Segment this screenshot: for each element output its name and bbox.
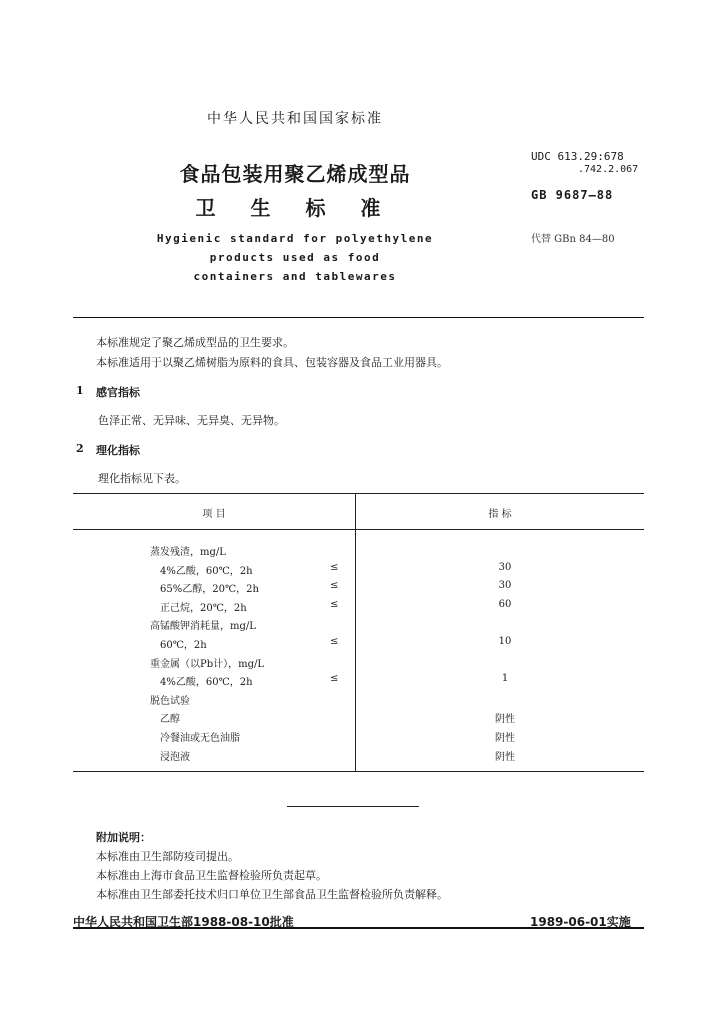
table-column-divider: [355, 493, 356, 771]
udc-code: UDC 613.29:678: [531, 150, 624, 163]
table-row-value: 1: [501, 673, 509, 684]
table-row-comparator: ≤: [330, 562, 339, 573]
replaces-standard: 代替 GBn 84—80: [531, 234, 615, 245]
table-row-value: 30: [498, 562, 512, 573]
section2-title: 理化指标: [96, 444, 140, 457]
table-row-value: 阴性: [495, 752, 515, 763]
english-title-line3: containers and tablewares: [193, 270, 397, 283]
notes-line2: 本标准由上海市食品卫生监督检验所负责起草。: [96, 869, 327, 882]
english-title-line1: Hygienic standard for polyethylene: [156, 232, 434, 245]
table-row-item: 冷餐油或无色油脂: [160, 733, 240, 744]
table-row-comparator: ≤: [330, 580, 339, 591]
document-title-line2: 卫 生 标 准: [195, 196, 395, 220]
table-header-index: 指 标: [488, 509, 512, 520]
intro-line1: 本标准规定了聚乙烯成型品的卫生要求。: [96, 336, 294, 349]
table-row-value: 10: [498, 636, 512, 647]
table-row-item: 蒸发残渣，mg/L: [150, 547, 226, 558]
footer-rule: [73, 927, 644, 929]
table-row-item: 高锰酸钾消耗量，mg/L: [150, 621, 256, 632]
table-row-item: 浸泡液: [160, 752, 190, 763]
table-row-item: 正己烷，20℃，2h: [160, 603, 247, 614]
table-top-border: [73, 493, 644, 494]
notes-line1: 本标准由卫生部防疫司提出。: [96, 850, 239, 863]
table-row-item: 4%乙酸，60℃，2h: [160, 677, 253, 688]
approval-date: 中华人民共和国卫生部1988-08-10批准: [73, 915, 294, 929]
table-row-item: 重金属（以Pb计），mg/L: [150, 659, 265, 670]
implementation-date: 1989-06-01实施: [530, 915, 631, 929]
gb-number: GB 9687—88: [531, 188, 614, 202]
table-row-item: 60℃，2h: [160, 640, 207, 651]
section1-text: 色泽正常、无异味、无异臭、无异物。: [98, 414, 285, 427]
section1-number: 1: [76, 384, 84, 397]
table-row-item: 脱色试验: [150, 696, 190, 707]
table-row-comparator: ≤: [330, 599, 339, 610]
document-title-line1: 食品包装用聚乙烯成型品: [179, 162, 411, 186]
table-row-value: 30: [498, 580, 512, 591]
notes-line3: 本标准由卫生部委托技术归口单位卫生部食品卫生监督检验所负责解释。: [96, 888, 448, 901]
table-row-comparator: ≤: [330, 636, 339, 647]
section2-number: 2: [76, 442, 84, 455]
table-row-item: 乙醇: [160, 714, 180, 725]
english-title-line2: products used as food: [209, 251, 381, 264]
notes-title: 附加说明：: [96, 831, 151, 844]
table-row-item: 4%乙酸，60℃，2h: [160, 566, 253, 577]
table-row-item: 65%乙醇，20℃，2h: [160, 584, 259, 595]
header-divider: [73, 317, 644, 318]
table-row-comparator: ≤: [330, 673, 339, 684]
table-header-divider: [73, 529, 644, 530]
country-standard-heading: 中华人民共和国国家标准: [207, 111, 383, 127]
table-row-value: 60: [498, 599, 512, 610]
section2-text: 理化指标见下表。: [98, 472, 186, 485]
table-row-value: 阴性: [495, 733, 515, 744]
table-row-value: 阴性: [495, 714, 515, 725]
notes-separator: [287, 806, 419, 807]
table-bottom-border: [73, 771, 644, 772]
udc-code-continued: .742.2.067: [578, 164, 639, 175]
section1-title: 感官指标: [96, 386, 140, 399]
table-header-item: 项 目: [202, 509, 226, 520]
intro-line2: 本标准适用于以聚乙烯树脂为原料的食具、包装容器及食品工业用器具。: [96, 356, 448, 369]
